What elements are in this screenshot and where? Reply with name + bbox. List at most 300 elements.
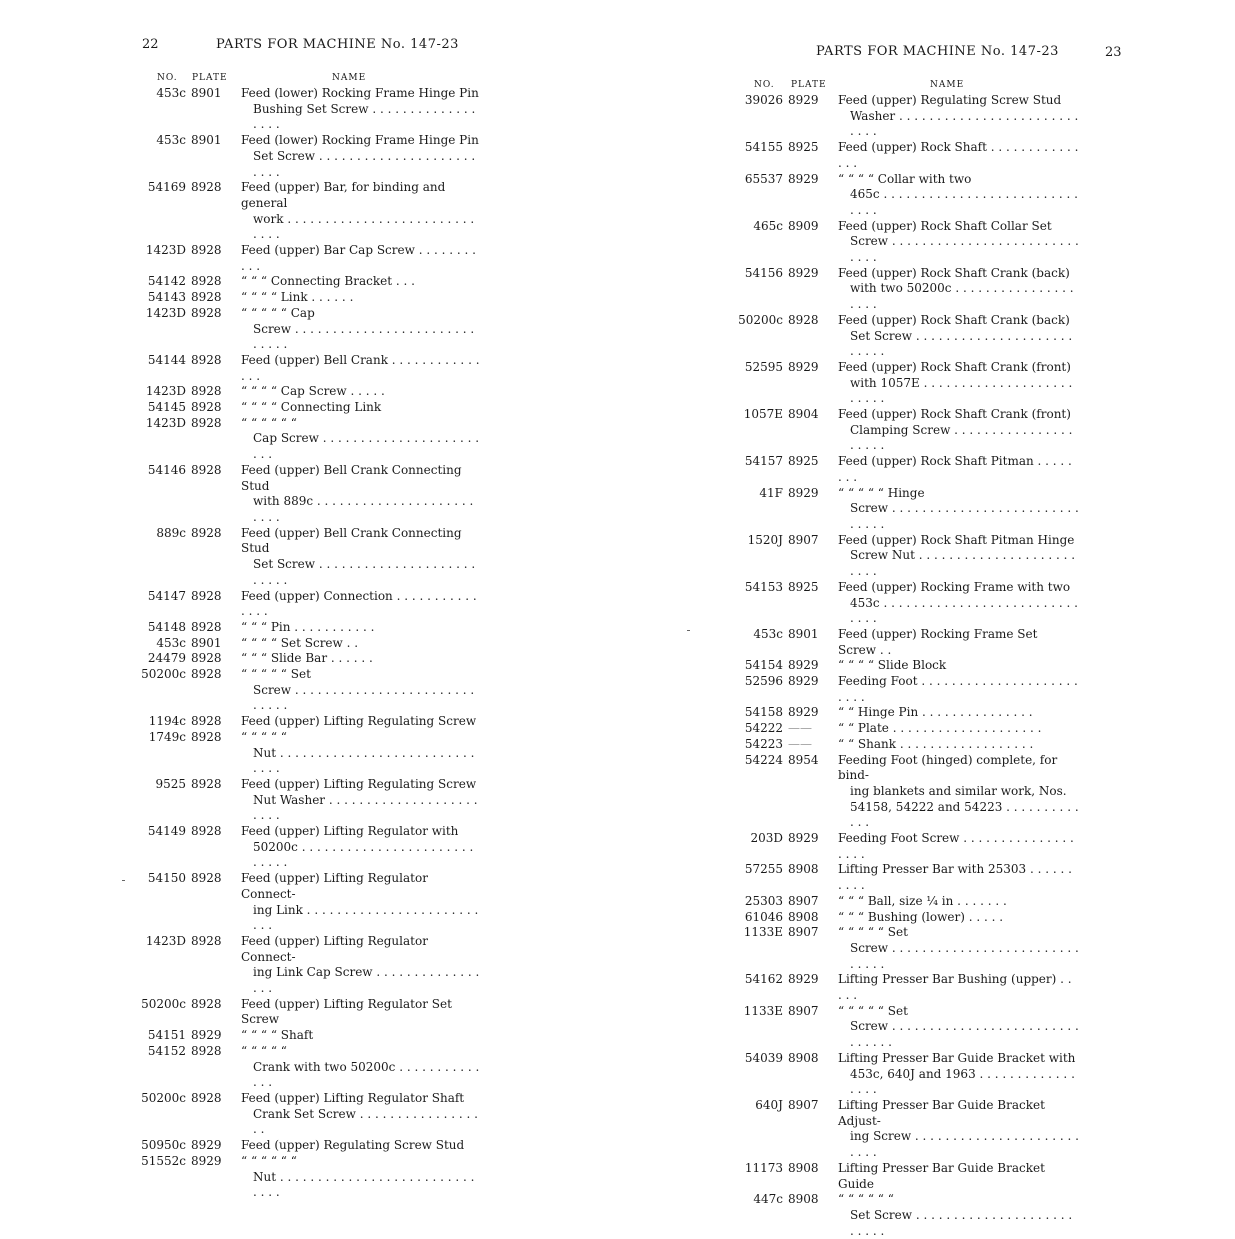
part-number: 24479 — [147, 651, 186, 666]
part-entry — [120, 306, 480, 353]
part-entry — [717, 172, 1079, 219]
plate-number: 8928 — [191, 1043, 222, 1058]
part-name-line: Feed (upper) Lifting Regulator Connect- — [241, 871, 428, 901]
part-name — [233, 636, 480, 652]
part-name-line: “ “ “ “ “ “ — [241, 415, 297, 430]
plate-number: 8928 — [191, 1091, 222, 1105]
part-entry — [120, 353, 480, 384]
left-page — [0, 0, 617, 1200]
part-name-line: “ “ “ “ “ — [241, 1043, 287, 1058]
part-entry — [120, 384, 480, 400]
part-name-line: ing Link . . . . . . . . . . . . . . . . . . . . . . . . . . — [253, 902, 479, 933]
plate-number: 8929 — [788, 265, 819, 280]
plate-number: 8928 — [191, 274, 222, 289]
part-entry — [120, 243, 480, 274]
part-name-line: Clamping Screw . . . . . . . . . . . . . . . . . . . . . — [850, 422, 1073, 453]
part-name-line: “ “ “ “ “ Hinge — [838, 485, 925, 500]
part-name-line: 50200c . . . . . . . . . . . . . . . . . . . . . . . . . . . . — [253, 839, 474, 870]
part-entry — [120, 871, 480, 934]
plate-number: 8928 — [191, 714, 222, 729]
column-header-no: NO. — [157, 73, 178, 83]
part-entry — [120, 777, 480, 824]
part-number: 54169 — [147, 180, 186, 195]
part-entry — [717, 737, 1079, 753]
part-name — [830, 93, 1079, 140]
part-name-line: Lifting Presser Bar Guide Bracket Adjust- — [838, 1098, 1045, 1128]
plate-number: 8904 — [788, 407, 819, 422]
part-number: 52596 — [744, 674, 783, 689]
part-name-line: Feeding Foot . . . . . . . . . . . . . . . . . . . . . . . . . — [838, 674, 1078, 704]
plate-number: 8929 — [788, 674, 819, 689]
part-entry — [120, 1138, 480, 1154]
part-name-line: Feed (lower) Rocking Frame Hinge Pin — [241, 86, 479, 100]
part-name-line: Washer . . . . . . . . . . . . . . . . . . . . . . . . . . . . — [850, 108, 1079, 139]
scan-mark — [122, 880, 125, 881]
part-number: 54147 — [147, 588, 186, 603]
part-entry — [120, 1044, 480, 1091]
part-name-line: Nut . . . . . . . . . . . . . . . . . . . . . . . . . . . . . . — [253, 745, 475, 776]
plate-number: 8901 — [191, 133, 222, 148]
part-name-line: Feed (upper) Lifting Regulator with — [241, 824, 459, 839]
plate-number: 8925 — [788, 454, 819, 469]
part-name — [830, 831, 1079, 862]
part-number: 50950c — [141, 1138, 186, 1153]
part-number: 54151 — [147, 1028, 186, 1043]
plate-number: 8928 — [191, 776, 222, 791]
part-name — [233, 400, 480, 416]
part-name-line: Feed (upper) Rock Shaft Pitman . . . . . . . . — [838, 454, 1072, 484]
plate-number: 8929 — [788, 485, 819, 500]
part-name-line: “ “ “ “ “ “ — [241, 1153, 297, 1168]
part-name — [233, 384, 480, 400]
parts-list — [120, 86, 480, 1201]
part-name — [830, 313, 1079, 360]
part-entry — [717, 454, 1079, 485]
plate-number: 8907 — [788, 893, 819, 908]
part-number: 39026 — [744, 93, 783, 107]
part-entry — [120, 636, 480, 652]
part-number: 54039 — [744, 1050, 783, 1065]
plate-number: 8929 — [191, 1138, 222, 1153]
plate-number: 8925 — [788, 579, 819, 594]
part-number: 50200c — [141, 996, 186, 1011]
part-entry — [120, 620, 480, 636]
part-entry — [120, 934, 480, 997]
plate-number: 8928 — [191, 525, 222, 540]
part-number: 54150 — [147, 871, 186, 886]
part-entry — [717, 1098, 1079, 1161]
part-entry — [717, 862, 1079, 893]
plate-number: 8928 — [191, 384, 222, 399]
part-name-line: Lifting Presser Bar with 25303 . . . . . . . . . . — [838, 862, 1072, 893]
part-name-line: “ “ “ Slide Bar . . . . . . — [241, 651, 373, 666]
part-number: 54148 — [147, 619, 186, 634]
column-header-plate: PLATE — [192, 73, 228, 83]
part-number: 54223 — [744, 736, 783, 751]
part-number: 54143 — [147, 290, 186, 305]
part-name-line: “ “ Shank . . . . . . . . . . . . . . . . . . — [838, 736, 1034, 751]
part-number: 203D — [750, 831, 783, 846]
part-number: 453c — [156, 86, 186, 100]
part-name-line: Feed (upper) Rocking Frame Set Screw . . — [838, 626, 1038, 657]
part-name — [233, 180, 480, 243]
part-name — [233, 86, 480, 133]
part-name-line: Set Screw . . . . . . . . . . . . . . . . . . . . . . . . . . — [850, 1207, 1073, 1238]
part-name — [830, 705, 1079, 721]
part-name — [233, 777, 480, 824]
part-name-line: “ “ Hinge Pin . . . . . . . . . . . . . . . — [838, 705, 1033, 720]
part-entry — [120, 180, 480, 243]
part-name-line: Lifting Presser Bar Guide Bracket with — [838, 1050, 1076, 1065]
part-name — [830, 862, 1079, 893]
part-name-line: ing Link Cap Screw . . . . . . . . . . . . . . . . . — [253, 965, 480, 996]
part-entry — [717, 1004, 1079, 1051]
part-name — [233, 243, 480, 274]
part-name — [830, 580, 1079, 627]
part-name — [830, 1161, 1079, 1192]
plate-number: 8907 — [788, 1098, 819, 1112]
part-name-line: Feed (upper) Rock Shaft Collar Set — [838, 218, 1052, 233]
part-name-line: Feed (upper) Lifting Regulator Set Screw — [241, 996, 452, 1027]
part-name-line: Bushing Set Screw . . . . . . . . . . . . . . . . . . — [253, 101, 476, 132]
part-name-line: “ “ “ Pin . . . . . . . . . . . — [241, 619, 375, 634]
part-name-line: Feed (upper) Connection . . . . . . . . . . . . . . . — [241, 588, 477, 619]
plate-number: 8954 — [788, 752, 819, 767]
part-number: 1423D — [145, 305, 186, 320]
part-name — [233, 714, 480, 730]
part-name — [233, 133, 480, 180]
part-entry — [120, 86, 480, 133]
plate-number: 8929 — [788, 359, 819, 374]
part-number: 54222 — [744, 721, 783, 736]
part-name-line: Feed (upper) Bell Crank . . . . . . . . . . . . . . . — [241, 352, 480, 383]
part-name — [830, 658, 1079, 674]
part-name — [233, 871, 480, 934]
part-number: 1423D — [145, 243, 186, 258]
part-number: 54152 — [147, 1043, 186, 1058]
part-entry — [717, 1051, 1079, 1098]
part-name-line: Feed (upper) Rock Shaft Crank (front) — [838, 359, 1071, 374]
part-entry — [717, 219, 1079, 266]
part-number: 453c — [753, 626, 783, 641]
part-number: 50200c — [738, 312, 783, 327]
part-name-line: Feed (upper) Bell Crank Connecting Stud — [241, 462, 462, 493]
part-entry — [120, 526, 480, 589]
part-name-line: Feed (upper) Bell Crank Connecting Stud — [241, 525, 462, 556]
part-entry — [717, 705, 1079, 721]
part-name — [233, 730, 480, 777]
part-name-line: 453c . . . . . . . . . . . . . . . . . . . . . . . . . . . . . . — [850, 595, 1078, 626]
part-name — [233, 824, 480, 871]
part-entry — [120, 274, 480, 290]
part-name — [830, 1004, 1079, 1051]
part-number: 1520J — [747, 532, 783, 547]
part-number: 25303 — [744, 893, 783, 908]
part-number: 54142 — [147, 274, 186, 289]
part-name — [233, 463, 480, 526]
part-number: 54156 — [744, 265, 783, 280]
plate-number: 8908 — [788, 1192, 819, 1207]
part-name-line: “ “ “ “ Collar with two — [838, 171, 972, 186]
part-entry — [120, 651, 480, 667]
part-entry — [717, 658, 1079, 674]
part-entry — [120, 1091, 480, 1138]
part-number: 9525 — [155, 776, 186, 791]
part-entry — [717, 831, 1079, 862]
part-name-line: Feed (upper) Lifting Regulator Shaft — [241, 1091, 465, 1105]
part-entry — [717, 910, 1079, 926]
part-name-line: Screw . . . . . . . . . . . . . . . . . . . . . . . . . . . . . . . — [850, 1019, 1079, 1050]
part-name-line: Feed (upper) Regulating Screw Stud — [241, 1138, 465, 1153]
part-name-line: “ “ “ “ “ “ — [838, 1192, 894, 1207]
part-name — [233, 353, 480, 384]
part-name-line: Feed (upper) Bar, for binding and general — [241, 180, 446, 210]
part-name — [233, 1091, 480, 1138]
part-name — [830, 407, 1079, 454]
right-page — [617, 0, 1235, 1238]
page-title: PARTS FOR MACHINE No. 147-23 — [816, 44, 1059, 59]
plate-number: 8928 — [191, 619, 222, 634]
part-name — [233, 1028, 480, 1044]
part-name — [830, 925, 1079, 972]
part-name — [830, 972, 1079, 1003]
part-name-line: Feeding Foot Screw . . . . . . . . . . . . . . . . . . . — [838, 831, 1074, 861]
column-header-no: NO. — [754, 80, 775, 90]
plate-number: 8928 — [191, 305, 222, 320]
part-name-line: Feed (lower) Rocking Frame Hinge Pin — [241, 133, 479, 148]
part-name-line: Feed (upper) Rock Shaft Crank (back) — [838, 265, 1070, 280]
part-name-line: “ “ “ “ Cap Screw . . . . . — [241, 384, 385, 399]
part-entry — [717, 93, 1079, 140]
part-entry — [717, 533, 1079, 580]
part-entry — [717, 753, 1079, 832]
part-entry — [717, 972, 1079, 1003]
part-name-line: “ “ “ Connecting Bracket . . . — [241, 274, 415, 289]
part-number: 54155 — [744, 140, 783, 155]
part-name-line: “ “ “ “ “ Set — [838, 1003, 908, 1018]
part-number: 54157 — [744, 454, 783, 469]
part-number: 447c — [753, 1192, 783, 1207]
part-number: 54146 — [147, 462, 186, 477]
part-number: 61046 — [744, 909, 783, 924]
part-name-line: Nut Washer . . . . . . . . . . . . . . . . . . . . . . . . — [253, 792, 478, 823]
part-name — [830, 454, 1079, 485]
part-name — [233, 274, 480, 290]
part-entry — [120, 714, 480, 730]
part-name — [830, 1192, 1079, 1239]
plate-number: 8908 — [788, 1160, 819, 1175]
part-name-line: Screw . . . . . . . . . . . . . . . . . . . . . . . . . . . . . — [850, 234, 1079, 265]
part-number: 1133E — [743, 1003, 783, 1018]
part-name — [830, 737, 1079, 753]
part-name — [830, 486, 1079, 533]
plate-number: 8929 — [788, 705, 819, 720]
plate-number: 8907 — [788, 925, 819, 940]
part-entry — [717, 1192, 1079, 1239]
plate-number: 8907 — [788, 1003, 819, 1018]
part-number: 889c — [156, 525, 186, 540]
part-number: 453c — [156, 635, 186, 650]
part-name — [233, 1154, 480, 1201]
part-name-line: “ “ “ “ Connecting Link — [241, 400, 382, 415]
part-name-line: Feed (upper) Rock Shaft Crank (front) — [838, 407, 1071, 422]
part-number: 1194c — [148, 714, 186, 729]
part-entry — [120, 824, 480, 871]
plate-number: —— — [788, 736, 812, 751]
plate-number: 8928 — [191, 462, 222, 477]
part-name-line: Lifting Presser Bar Bushing (upper) . . . . . — [838, 972, 1072, 1003]
part-number: 65537 — [744, 171, 783, 186]
part-name — [830, 753, 1079, 832]
part-name-line: “ “ “ “ Slide Block — [838, 658, 947, 673]
part-name — [233, 589, 480, 620]
part-name-line: “ “ “ “ “ Cap — [241, 305, 315, 320]
part-entry — [717, 1161, 1079, 1192]
part-name-line: 465c . . . . . . . . . . . . . . . . . . . . . . . . . . . . . . — [850, 187, 1078, 217]
part-number: 1057E — [743, 407, 783, 422]
part-name-line: Lifting Presser Bar Guide Bracket Guide — [838, 1160, 1045, 1191]
part-name — [233, 620, 480, 636]
part-name-line: “ “ “ “ “ Set — [241, 667, 311, 682]
plate-number: 8929 — [191, 1153, 222, 1168]
part-name — [233, 416, 480, 463]
part-name-line: Feed (upper) Rock Shaft . . . . . . . . . . . . . . . — [838, 140, 1079, 170]
part-name-line: Set Screw . . . . . . . . . . . . . . . . . . . . . . . . . . — [253, 557, 476, 587]
part-number: 54158 — [744, 705, 783, 720]
part-number: 453c — [156, 133, 186, 148]
part-name — [233, 526, 480, 589]
part-entry — [717, 894, 1079, 910]
part-entry — [717, 407, 1079, 454]
part-name-line: “ “ “ “ Shaft — [241, 1028, 314, 1043]
part-entry — [120, 463, 480, 526]
part-name-line: Screw . . . . . . . . . . . . . . . . . . . . . . . . . . . . . — [253, 321, 475, 352]
part-name — [233, 1044, 480, 1091]
part-number: 50200c — [141, 667, 186, 682]
part-name — [233, 934, 480, 997]
part-name-line: Screw . . . . . . . . . . . . . . . . . . . . . . . . . . . . . . — [850, 940, 1079, 971]
part-name — [830, 1098, 1079, 1161]
column-header-name: NAME — [930, 80, 965, 90]
plate-number: 8928 — [788, 312, 819, 327]
part-name — [830, 627, 1079, 658]
part-number: 465c — [753, 218, 783, 233]
part-entry — [717, 360, 1079, 407]
plate-number: 8928 — [191, 933, 222, 948]
part-name-line: Nut . . . . . . . . . . . . . . . . . . . . . . . . . . . . . . — [253, 1169, 475, 1200]
part-name-line: “ “ “ “ “ Set — [838, 925, 908, 940]
scan-mark — [687, 630, 690, 631]
plate-number: 8929 — [788, 831, 819, 846]
plate-number: 8928 — [191, 588, 222, 603]
plate-number: 8908 — [788, 909, 819, 924]
plate-number: 8928 — [191, 824, 222, 839]
part-number: 11173 — [744, 1160, 783, 1175]
part-number: 50200c — [141, 1091, 186, 1105]
part-number: 54153 — [744, 579, 783, 594]
part-entry — [120, 290, 480, 306]
part-entry — [717, 721, 1079, 737]
part-number: 1423D — [145, 933, 186, 948]
part-name-line: Feed (upper) Lifting Regulating Screw — [241, 714, 477, 729]
part-entry — [717, 266, 1079, 313]
plate-number: 8907 — [788, 532, 819, 547]
part-name-line: Feed (upper) Regulating Screw Stud — [838, 93, 1062, 107]
part-name-line: work . . . . . . . . . . . . . . . . . . . . . . . . . . . . . — [253, 211, 475, 242]
plate-number: 8929 — [788, 972, 819, 987]
part-name — [830, 360, 1079, 407]
part-name-line: ing blankets and similar work, Nos. — [850, 783, 1067, 798]
page-title: PARTS FOR MACHINE No. 147-23 — [216, 37, 459, 52]
part-name-line: Feed (upper) Bar Cap Screw . . . . . . . . . . . — [241, 243, 476, 273]
part-name — [233, 651, 480, 667]
plate-number: 8929 — [788, 93, 819, 107]
plate-number: 8928 — [191, 651, 222, 666]
part-name — [830, 172, 1079, 219]
part-number: 54154 — [744, 658, 783, 673]
part-entry — [120, 730, 480, 777]
part-name — [233, 290, 480, 306]
part-name — [830, 674, 1079, 705]
part-number: 1423D — [145, 384, 186, 399]
part-entry — [120, 1028, 480, 1044]
part-name-line: 453c, 640J and 1963 . . . . . . . . . . . . . . . . . — [850, 1066, 1075, 1097]
plate-number: 8928 — [191, 290, 222, 305]
part-number: 54144 — [147, 352, 186, 367]
part-name-line: Feeding Foot (hinged) complete, for bind- — [838, 752, 1058, 783]
part-number: 51552c — [141, 1153, 186, 1168]
part-name — [233, 667, 480, 714]
plate-number: 8929 — [788, 171, 819, 186]
part-entry — [120, 400, 480, 416]
column-header-name: NAME — [332, 73, 367, 83]
part-name-line: Cap Screw . . . . . . . . . . . . . . . . . . . . . . . . — [253, 431, 480, 462]
part-entry — [717, 313, 1079, 360]
part-name-line: “ “ “ Bushing (lower) . . . . . — [838, 909, 1004, 924]
part-name — [830, 894, 1079, 910]
part-name-line: with 889c . . . . . . . . . . . . . . . . . . . . . . . . . — [253, 494, 474, 524]
part-name-line: Screw Nut . . . . . . . . . . . . . . . . . . . . . . . . . — [850, 548, 1076, 579]
part-entry — [120, 1154, 480, 1201]
part-number: 41F — [759, 485, 783, 500]
part-name-line: Feed (upper) Rock Shaft Pitman Hinge — [838, 532, 1075, 547]
part-name — [233, 997, 480, 1028]
part-entry — [717, 674, 1079, 705]
part-name-line: Feed (upper) Lifting Regulating Screw — [241, 776, 477, 791]
part-name — [830, 910, 1079, 926]
part-name — [830, 266, 1079, 313]
part-name-line: Feed (upper) Rock Shaft Crank (back) — [838, 312, 1070, 327]
plate-number: 8928 — [191, 871, 222, 886]
plate-number: 8908 — [788, 1050, 819, 1065]
plate-number: 8928 — [191, 996, 222, 1011]
part-entry — [120, 589, 480, 620]
plate-number: 8928 — [191, 729, 222, 744]
part-name — [233, 306, 480, 353]
page-number: 22 — [142, 37, 159, 52]
part-number: 52595 — [744, 359, 783, 374]
part-name-line: Crank Set Screw . . . . . . . . . . . . . . . . . . — [253, 1106, 478, 1137]
part-number: 54145 — [147, 400, 186, 415]
plate-number: 8908 — [788, 862, 819, 877]
plate-number: 8928 — [191, 180, 222, 195]
part-name — [830, 721, 1079, 737]
part-number: 640J — [755, 1098, 783, 1112]
part-entry — [120, 667, 480, 714]
part-name-line: Set Screw . . . . . . . . . . . . . . . . . . . . . . . . . . — [850, 328, 1073, 359]
part-name-line: with 1057E . . . . . . . . . . . . . . . . . . . . . . . . . — [850, 375, 1073, 406]
part-name-line: with two 50200c . . . . . . . . . . . . . . . . . . . . — [850, 281, 1074, 312]
